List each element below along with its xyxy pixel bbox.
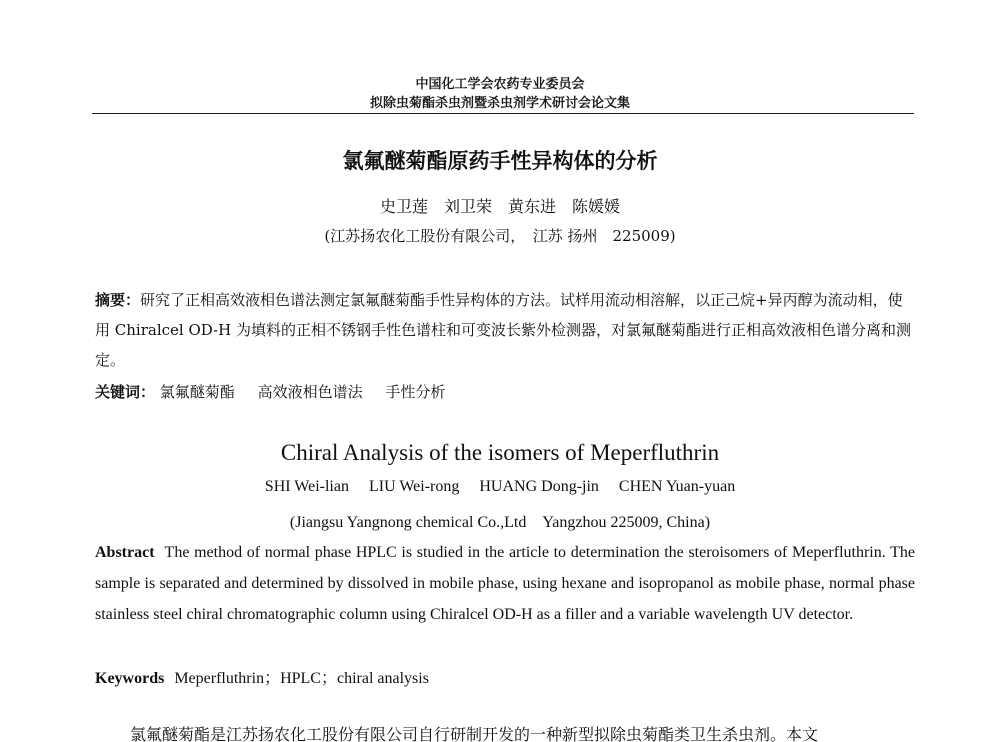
chinese-title: 氯氟醚菊酯原药手性异构体的分析 — [342, 149, 658, 173]
chinese-keywords — [95, 381, 915, 402]
english-author: LIU Wei-rong — [368, 478, 460, 495]
english-abstract-text: The method of normal phase HPLC is studied in the article to determination the steroisomers of Meperfluthrin. The sample is separated and determined by dissolved in mobile phase, using hexane and isopropanol as mobile phase, normal phase stainless steel chiral chromatographic column using Chiralcel OD-H as a filler and a variable wavelength UV detector. — [95, 544, 915, 623]
header-rule — [92, 113, 914, 114]
english-keywords-label: Keywords — [95, 670, 165, 687]
english-keywords — [95, 665, 915, 688]
body-first-line: 氯氟醚菊酯是江苏扬农化工股份有限公司自行研制开发的一种新型拟除虫菊酯类卫生杀虫剂。本文 — [130, 725, 819, 742]
english-author: SHI Wei-lian — [264, 478, 349, 495]
chinese-keyword: 手性分析 — [385, 383, 446, 401]
chinese-abstract-label: 摘要： — [95, 291, 141, 309]
english-keywords-text: Meperfluthrin；HPLC；chiral analysis — [174, 670, 429, 687]
chinese-abstract-text: 研究了正相高效液相色谱法测定氯氟醚菊酯手性异构体的方法。试样用流动相溶解，以正己烷+异丙醇为流动相，使用 Chiralcel OD-H 为填料的正相不锈钢手性色谱柱和可变波长紫外检测器，对氯氟醚菊酯进行正相高效液相色谱分离和测定。 — [95, 291, 911, 369]
chinese-authors: 史卫莲 刘卫荣 黄东进 陈媛媛 — [379, 197, 620, 216]
english-title: Chiral Analysis of the isomers of Meperfluthrin — [280, 440, 720, 465]
chinese-keywords-label: 关键词： — [95, 383, 156, 401]
chinese-abstract — [95, 285, 915, 375]
english-author: HUANG Dong-jin — [479, 478, 599, 495]
english-affiliation: (Jiangsu Yangnong chemical Co.,Ltd Yangzhou 225009, China) — [289, 514, 711, 531]
english-abstract-label: Abstract — [95, 544, 155, 561]
proceedings-header-line1: 中国化工学会农药专业委员会 — [415, 77, 585, 92]
chinese-affiliation: (江苏扬农化工股份有限公司， 江苏 扬州 225009) — [324, 227, 676, 245]
english-abstract — [95, 537, 915, 630]
proceedings-header-line2: 拟除虫菊酯杀虫剂暨杀虫剂学术研讨会论文集 — [369, 96, 630, 111]
chinese-keyword: 氯氟醚菊酯 — [159, 383, 235, 401]
english-author: CHEN Yuan-yuan — [618, 478, 736, 495]
chinese-keyword: 高效液相色谱法 — [257, 383, 363, 401]
english-authors — [0, 478, 1000, 496]
